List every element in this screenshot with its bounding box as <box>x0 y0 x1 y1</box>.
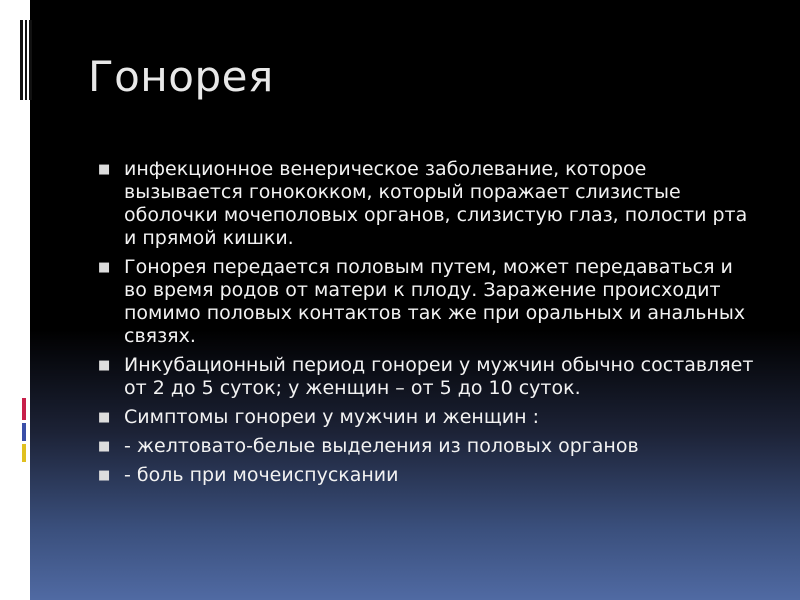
bullet-icon: ■ <box>98 439 111 454</box>
red-accent-mark <box>22 398 26 420</box>
bullet-list <box>96 158 756 493</box>
list-item: ■ Гонорея передается половым путем, может передаваться и во время родов от матери к плоду. Заражение происходит помимо половых контактов так же при оральных и анальных связях. <box>98 256 746 347</box>
yellow-accent-mark <box>22 444 26 462</box>
bullet-icon: ■ <box>98 468 111 483</box>
list-item: ■ - боль при мочеиспускании <box>98 464 399 486</box>
list-item: ■ Симптомы гонореи у мужчин и женщин : <box>98 406 539 428</box>
blue-accent-mark <box>22 423 26 441</box>
slide-title: Гонорея <box>88 52 274 101</box>
bullet-icon: ■ <box>98 162 111 177</box>
bullet-icon: ■ <box>98 260 111 275</box>
bullet-icon: ■ <box>98 358 111 373</box>
list-item: ■ инфекционное венерическое заболевание, которое вызывается гонококком, который поражает слизистые оболочки мочеполовых органов, слизистую глаз, полости рта и прямой кишки. <box>98 158 748 249</box>
decorative-bars <box>20 20 32 100</box>
list-item: ■ Инкубационный период гонореи у мужчин обычно составляет от 2 до 5 суток; у женщин – от 5 до 10 суток. <box>98 354 754 399</box>
list-item: ■ - желтовато-белые выделения из половых органов <box>98 435 639 457</box>
bullet-icon: ■ <box>98 410 111 425</box>
